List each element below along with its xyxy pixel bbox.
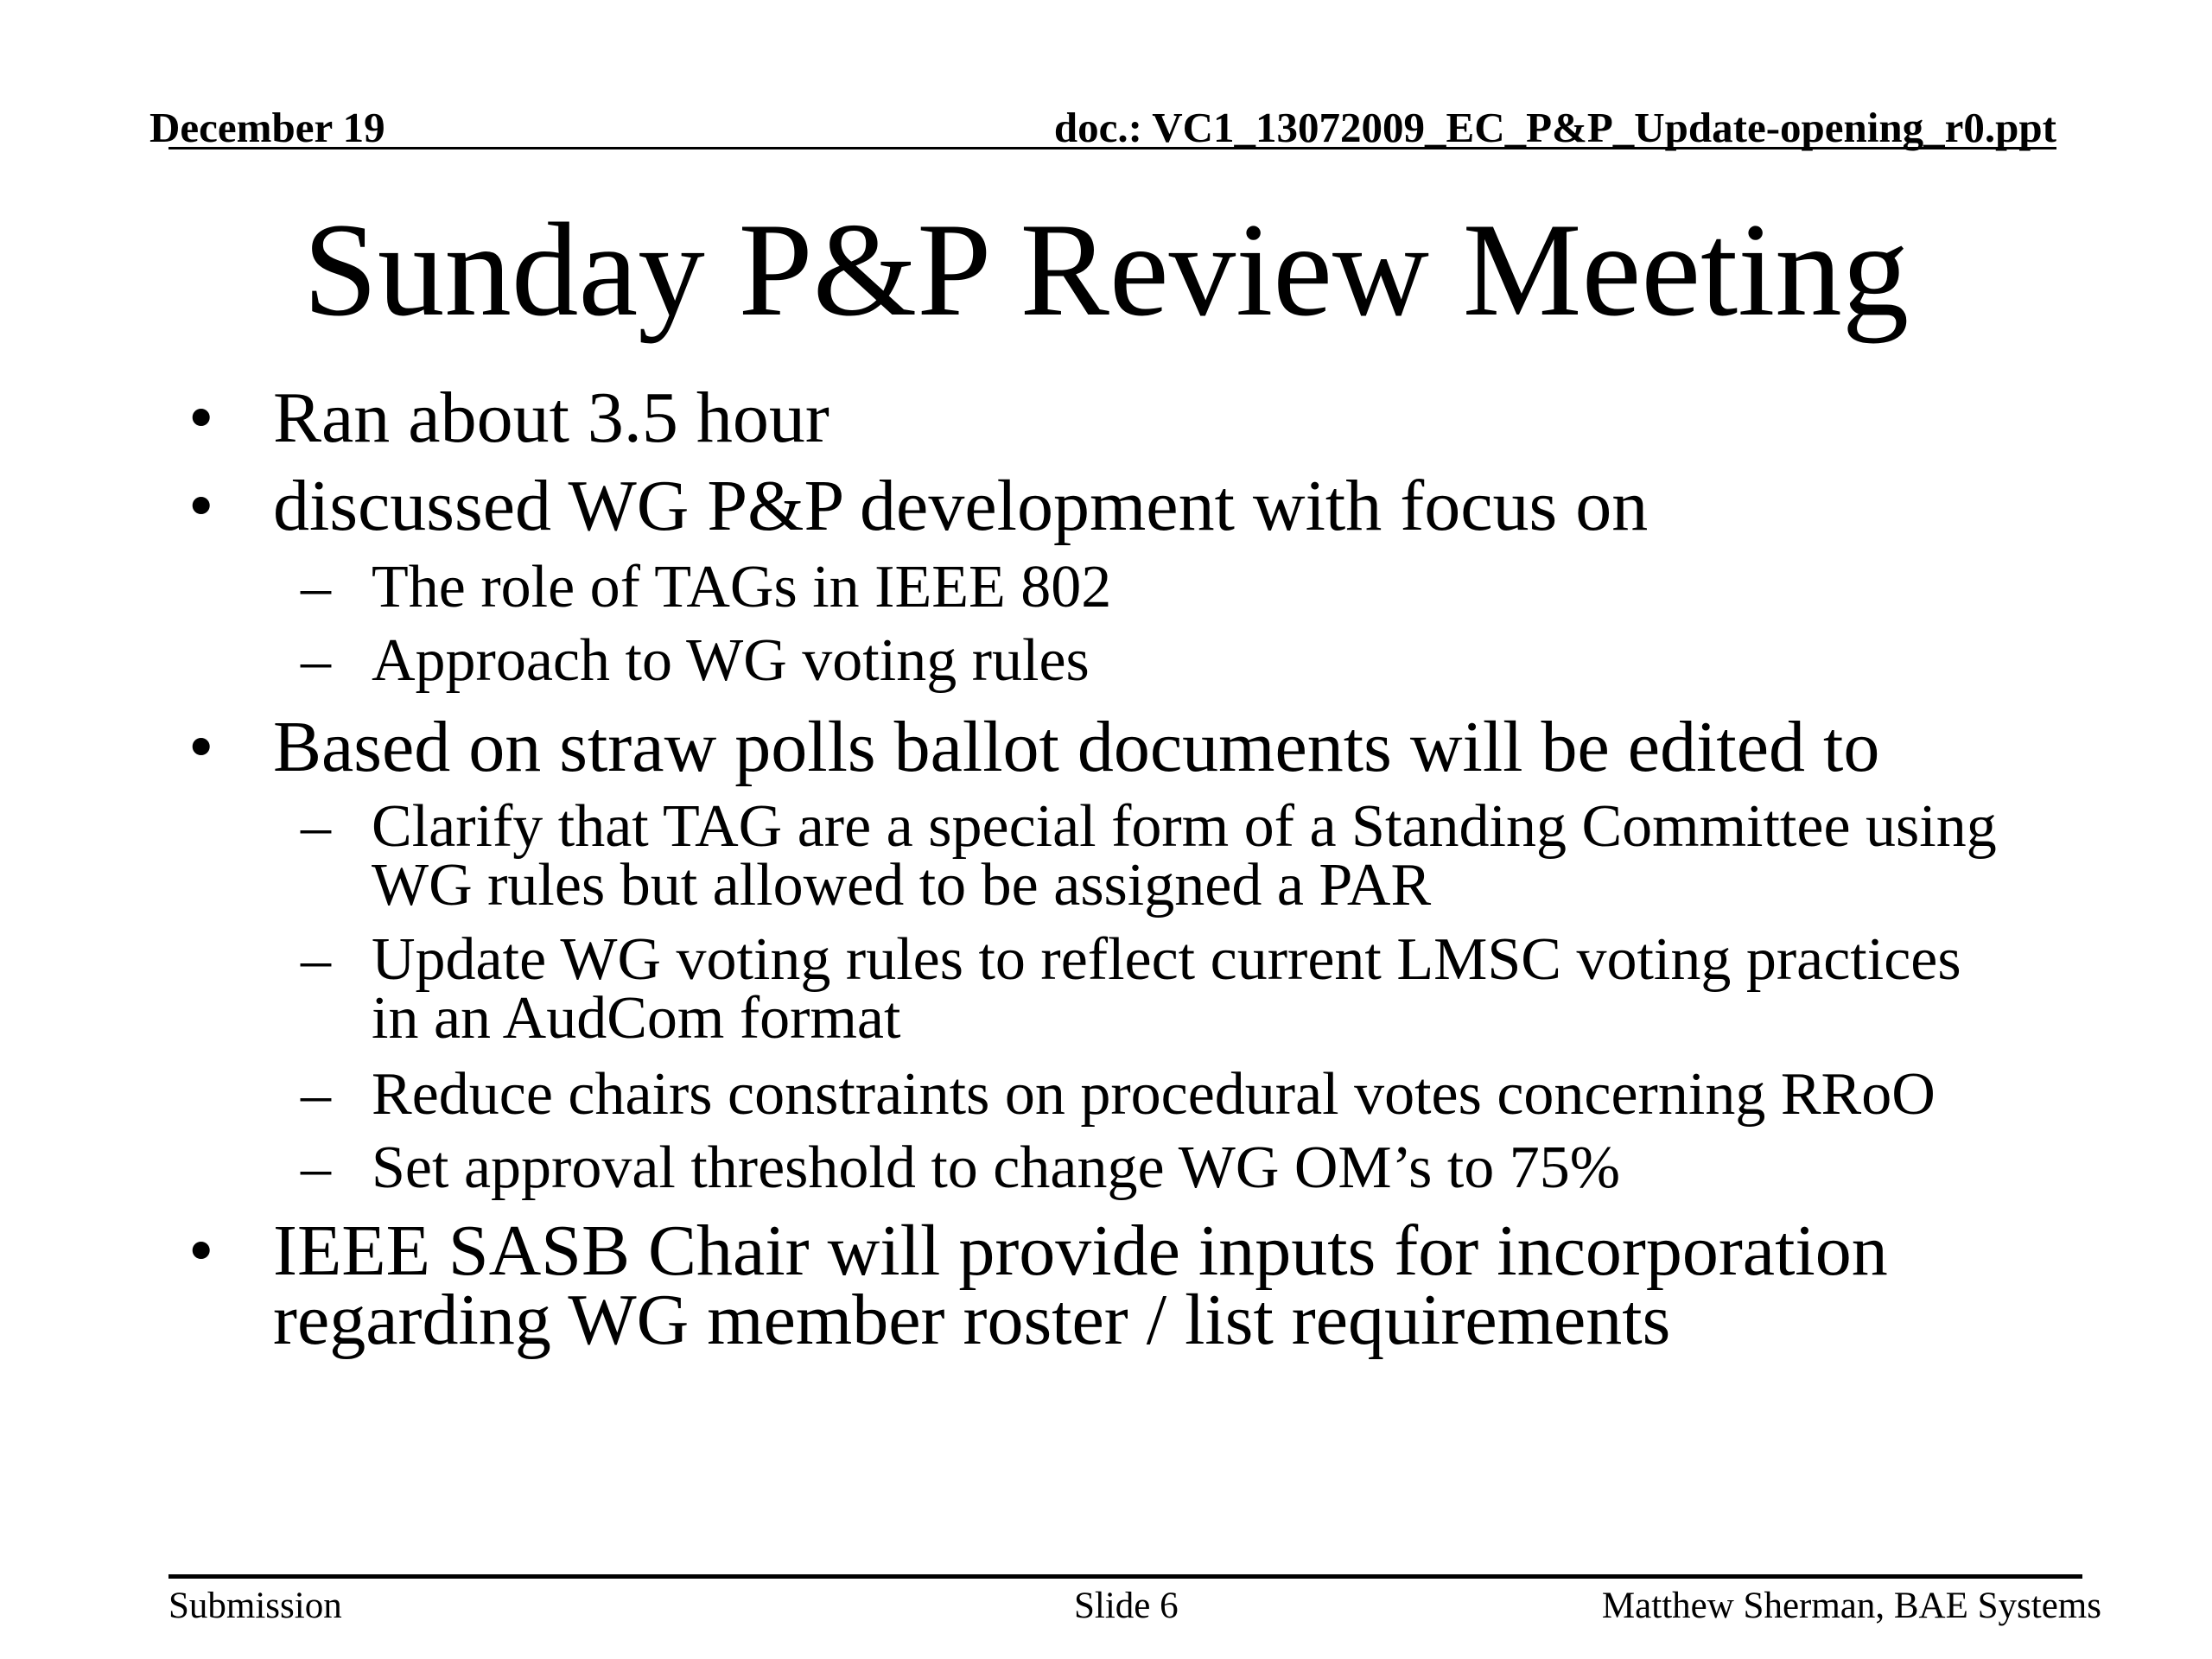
sub-bullet-item-line-2: WG rules but allowed to be assigned a PAR — [372, 852, 1432, 918]
sub-bullet-marker: – — [301, 1135, 331, 1201]
bullet-item-line-1: IEEE SASB Chair will provide inputs for incorporation — [273, 1211, 1888, 1291]
footer-author: Matthew Sherman, BAE Systems — [1601, 1586, 2101, 1626]
bullet-marker: • — [188, 1211, 214, 1291]
bullet-marker: • — [188, 378, 214, 458]
bullet-item-line-2: regarding WG member roster / list requirements — [273, 1280, 1671, 1360]
sub-bullet-item: Approach to WG voting rules — [372, 627, 1090, 694]
footer-submission: Submission — [168, 1586, 342, 1626]
footer-slide-number: Slide 6 — [1074, 1586, 1179, 1626]
header-divider — [168, 147, 2056, 149]
bullet-item: discussed WG P&P development with focus on — [273, 466, 1649, 546]
sub-bullet-marker: – — [301, 627, 331, 694]
sub-bullet-marker: – — [301, 1061, 331, 1128]
sub-bullet-item: Reduce chairs constraints on procedural votes concerning RRoO — [372, 1061, 1936, 1128]
bullet-marker: • — [188, 466, 214, 546]
sub-bullet-item-line-2: in an AudCom format — [372, 985, 901, 1052]
slide-title: Sunday P&P Review Meeting — [302, 195, 1910, 344]
header-doc-id: doc.: VC1_13072009_EC_P&P_Update-opening_r0.ppt — [1053, 104, 2056, 151]
sub-bullet-item: The role of TAGs in IEEE 802 — [372, 554, 1112, 620]
bullet-item: Ran about 3.5 hour — [273, 378, 830, 458]
sub-bullet-item-line-1: Clarify that TAG are a special form of a Standing Committee using — [372, 793, 1997, 860]
header-date: December 19 — [149, 104, 385, 151]
bullet-marker: • — [188, 707, 214, 787]
sub-bullet-item: Set approval threshold to change WG OM’s to 75% — [372, 1135, 1621, 1201]
sub-bullet-marker: – — [301, 554, 331, 620]
sub-bullet-marker: – — [301, 926, 331, 993]
bullet-item: Based on straw polls ballot documents will be edited to — [273, 707, 1880, 787]
footer-divider — [168, 1574, 2082, 1579]
sub-bullet-item-line-1: Update WG voting rules to reflect current LMSC voting practices — [372, 926, 1961, 993]
sub-bullet-marker: – — [301, 793, 331, 860]
